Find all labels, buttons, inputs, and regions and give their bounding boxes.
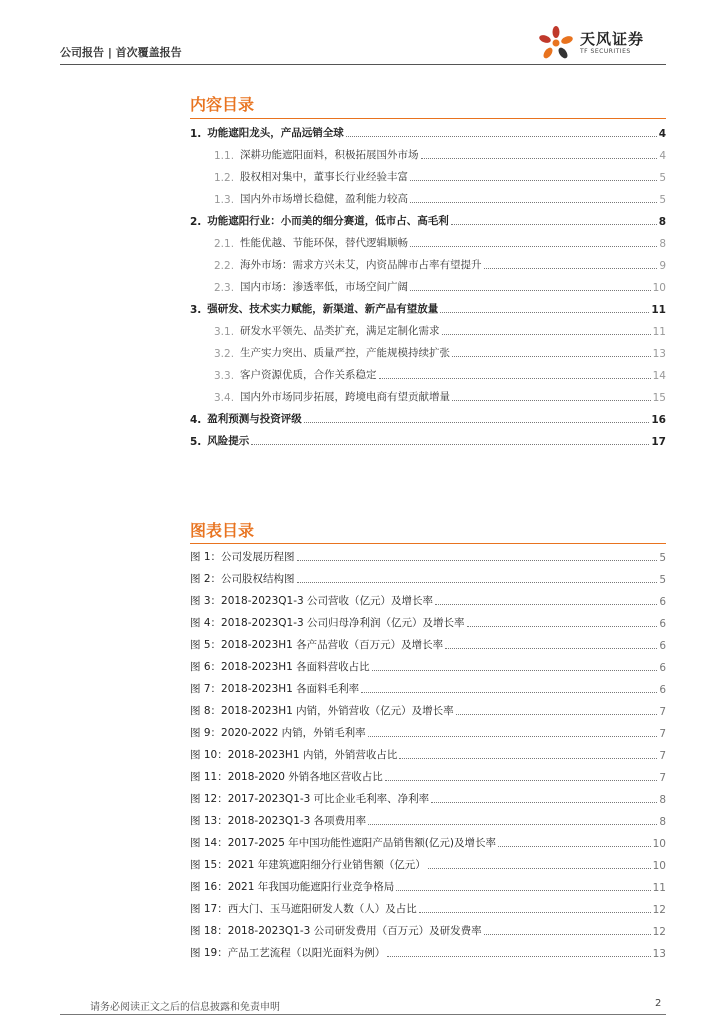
figure-item[interactable]: [190, 698, 666, 718]
toc-item-text: 盈利预测与投资评级: [207, 413, 302, 425]
toc-item-number: 3.1.: [214, 326, 235, 338]
toc-item-page: 5: [659, 172, 666, 184]
toc-leader: [410, 201, 657, 203]
toc-item-text: 客户资源优质，合作关系稳定: [240, 369, 377, 381]
toc-item-text: 国内市场：渗透率低，市场空间广阔: [240, 281, 409, 293]
figure-leader: [297, 559, 658, 561]
figure-leader: [431, 801, 657, 803]
header-divider: [60, 64, 666, 65]
figure-item[interactable]: [190, 544, 666, 564]
figure-item-page: 10: [652, 838, 666, 850]
figure-item[interactable]: [190, 830, 666, 850]
toc-item-number: 2.1.: [214, 238, 235, 250]
toc-item[interactable]: [214, 142, 666, 162]
toc-item[interactable]: [214, 186, 666, 206]
figure-item[interactable]: [190, 896, 666, 916]
toc-title-underline: [190, 118, 666, 119]
figure-item-label: 图 3：2018-2023Q1-3 公司营收（亿元）及增长率: [190, 595, 434, 607]
figure-leader: [435, 603, 657, 605]
figure-item-label: 图 1：公司发展历程图: [190, 551, 295, 563]
figure-item-label: 图 6：2018-2023H1 各面料营收占比: [190, 661, 370, 673]
toc-item-number: 1.1.: [214, 150, 235, 162]
toc-item-page: 9: [659, 260, 666, 272]
toc-item-number: 1.: [190, 128, 202, 140]
figure-item[interactable]: [190, 610, 666, 630]
figure-item-page: 5: [659, 574, 666, 586]
figure-leader: [361, 691, 657, 693]
toc-item[interactable]: [214, 340, 666, 360]
toc-title: 内容目录: [190, 95, 255, 114]
figure-item[interactable]: [190, 720, 666, 740]
toc-item-page: 8: [659, 238, 666, 250]
toc-item[interactable]: [190, 406, 666, 426]
figure-leader: [428, 867, 651, 869]
figure-item-label: 图 9：2020-2022 内销，外销毛利率: [190, 727, 366, 739]
toc-item-page: 15: [652, 392, 666, 404]
toc-leader: [410, 289, 651, 291]
figure-item-page: 10: [652, 860, 666, 872]
toc-item[interactable]: [214, 164, 666, 184]
figure-item-page: 7: [659, 772, 666, 784]
figure-item-page: 11: [652, 882, 666, 894]
toc-item-number: 3.3.: [214, 370, 235, 382]
figure-leader: [399, 757, 657, 759]
figure-item-page: 6: [659, 640, 666, 652]
toc-item-number: 5.: [190, 436, 202, 448]
toc-item-number: 2.: [190, 216, 202, 228]
report-type: 公司报告 | 首次覆盖报告: [60, 46, 182, 59]
toc-item-page: 14: [652, 370, 666, 382]
toc-item-page: 4: [659, 150, 666, 162]
toc-item-page: 10: [652, 282, 666, 294]
figure-item-page: 12: [652, 926, 666, 938]
toc-leader: [421, 157, 658, 159]
toc-item-text: 功能遮阳行业：小而美的细分赛道，低市占、高毛利: [207, 215, 449, 227]
toc-item-number: 2.2.: [214, 260, 235, 272]
toc-item[interactable]: [214, 274, 666, 294]
toc-item-page: 17: [651, 436, 666, 448]
toc-item-text: 海外市场：需求方兴未艾，内资品牌市占率有望提升: [240, 259, 482, 271]
figure-item[interactable]: [190, 786, 666, 806]
figure-leader: [498, 845, 651, 847]
toc-item-number: 4.: [190, 414, 202, 426]
toc-leader: [410, 179, 657, 181]
figure-item[interactable]: [190, 742, 666, 762]
toc-item-number: 3.: [190, 304, 202, 316]
toc-item-text: 性能优越、节能环保，替代逻辑顺畅: [240, 237, 409, 249]
toc-item-number: 1.3.: [214, 194, 235, 206]
toc-leader: [452, 399, 651, 401]
toc-item[interactable]: [190, 120, 666, 140]
toc-item-page: 4: [658, 128, 666, 140]
figure-item-label: 图 5：2018-2023H1 各产品营收（百万元）及增长率: [190, 639, 444, 651]
figure-leader: [368, 823, 657, 825]
figure-item[interactable]: [190, 808, 666, 828]
figure-leader: [372, 669, 658, 671]
figure-item[interactable]: [190, 874, 666, 894]
toc-leader: [451, 223, 657, 225]
toc-leader: [452, 355, 651, 357]
figure-leader: [297, 581, 658, 583]
toc-item-number: 3.4.: [214, 392, 235, 404]
figure-item-page: 7: [659, 728, 666, 740]
figure-item-label: 图 11：2018-2020 外销各地区营收占比: [190, 771, 383, 783]
toc-leader: [346, 135, 657, 137]
logo-english-name: TF SECURITIES: [580, 48, 631, 55]
toc-leader: [304, 421, 650, 423]
figure-item-page: 8: [659, 816, 666, 828]
figure-leader: [368, 735, 658, 737]
toc-leader: [440, 311, 649, 313]
figure-item-label: 图 16：2021 年我国功能遮阳行业竞争格局: [190, 881, 395, 893]
toc-item-page: 8: [658, 216, 666, 228]
footer-disclaimer: 请务必阅读正文之后的信息披露和免责申明: [90, 1002, 280, 1013]
logo-chinese-name: 天风证券: [580, 30, 645, 48]
figure-item-page: 7: [659, 750, 666, 762]
toc-item[interactable]: [190, 296, 666, 316]
figure-leader: [484, 933, 651, 935]
toc-item-number: 3.2.: [214, 348, 235, 360]
figure-item-page: 6: [659, 662, 666, 674]
figure-item-page: 12: [652, 904, 666, 916]
figure-item-label: 图 18：2018-2023Q1-3 公司研发费用（百万元）及研发费率: [190, 925, 482, 937]
toc-item-page: 16: [651, 414, 666, 426]
page-number: 2: [655, 998, 662, 1009]
toc-item[interactable]: [214, 230, 666, 250]
figure-item-label: 图 17：西大门、玉马遮阳研发人数（人）及占比: [190, 903, 417, 915]
figure-item-page: 6: [659, 684, 666, 696]
figures-title: 图表目录: [190, 521, 255, 540]
figure-item[interactable]: [190, 654, 666, 674]
figure-item-label: 图 19：产品工艺流程（以阳光面料为例）: [190, 947, 386, 959]
toc-item-page: 11: [651, 304, 666, 316]
toc-leader: [251, 443, 649, 445]
figure-item-label: 图 13：2018-2023Q1-3 各项费用率: [190, 815, 367, 827]
toc-item[interactable]: [190, 208, 666, 228]
figure-item-label: 图 14：2017-2025 年中国功能性遮阳产品销售额(亿元)及增长率: [190, 837, 496, 849]
toc-item-text: 国内外市场同步拓展，跨境电商有望贡献增量: [240, 391, 451, 403]
figure-leader: [387, 955, 650, 957]
flower-logo-icon: [536, 24, 576, 62]
figure-item-label: 图 8：2018-2023H1 内销，外销营收（亿元）及增长率: [190, 705, 454, 717]
company-logo: [536, 24, 666, 62]
toc-item-text: 股权相对集中，董事长行业经验丰富: [240, 171, 409, 183]
toc-item-text: 生产实力突出、质量严控，产能规模持续扩张: [240, 347, 451, 359]
figure-leader: [419, 911, 651, 913]
figure-item-page: 6: [659, 596, 666, 608]
figure-leader: [456, 713, 658, 715]
figure-leader: [396, 889, 650, 891]
figure-item-page: 6: [659, 618, 666, 630]
toc-item-text: 国内外市场增长稳健，盈利能力较高: [240, 193, 409, 205]
figure-leader: [445, 647, 657, 649]
toc-item[interactable]: [214, 362, 666, 382]
figure-item[interactable]: [190, 588, 666, 608]
footer-divider: [60, 1014, 666, 1015]
toc-item[interactable]: [190, 428, 666, 448]
figure-item[interactable]: [190, 632, 666, 652]
toc-item-text: 深耕功能遮阳面料，积极拓展国外市场: [240, 149, 419, 161]
figure-item-label: 图 12：2017-2023Q1-3 可比企业毛利率、净利率: [190, 793, 430, 805]
figure-item[interactable]: [190, 940, 666, 960]
figure-item-label: 图 2：公司股权结构图: [190, 573, 295, 585]
page-header: [60, 30, 666, 64]
figure-item-label: 图 4：2018-2023Q1-3 公司归母净利润（亿元）及增长率: [190, 617, 465, 629]
toc-leader: [410, 245, 657, 247]
figure-item[interactable]: [190, 918, 666, 938]
figure-item-page: 5: [659, 552, 666, 564]
figure-item-page: 13: [652, 948, 666, 960]
figure-item-label: 图 10：2018-2023H1 内销，外销营收占比: [190, 749, 398, 761]
figure-item[interactable]: [190, 852, 666, 872]
figure-leader: [467, 625, 658, 627]
figure-item-page: 7: [659, 706, 666, 718]
figure-item-label: 图 7：2018-2023H1 各面料毛利率: [190, 683, 360, 695]
toc-item[interactable]: [214, 252, 666, 272]
figure-item[interactable]: [190, 764, 666, 784]
toc-item-number: 1.2.: [214, 172, 235, 184]
toc-item-text: 功能遮阳龙头，产品远销全球: [207, 127, 344, 139]
figure-item[interactable]: [190, 566, 666, 586]
toc-item-number: 2.3.: [214, 282, 235, 294]
toc-item-page: 5: [659, 194, 666, 206]
toc-item[interactable]: [214, 318, 666, 338]
toc-leader: [484, 267, 658, 269]
figure-leader: [385, 779, 658, 781]
toc-item-text: 研发水平领先、品类扩充，满足定制化需求: [240, 325, 440, 337]
toc-item-text: 强研发、技术实力赋能，新渠道、新产品有望放量: [207, 303, 439, 315]
figure-item[interactable]: [190, 676, 666, 696]
toc-item[interactable]: [214, 384, 666, 404]
figure-item-label: 图 15：2021 年建筑遮阳细分行业销售额（亿元）: [190, 859, 426, 871]
toc-item-text: 风险提示: [207, 435, 250, 447]
figure-item-page: 8: [659, 794, 666, 806]
toc-item-page: 11: [652, 326, 666, 338]
toc-leader: [442, 333, 651, 335]
toc-item-page: 13: [652, 348, 666, 360]
toc-leader: [379, 377, 651, 379]
